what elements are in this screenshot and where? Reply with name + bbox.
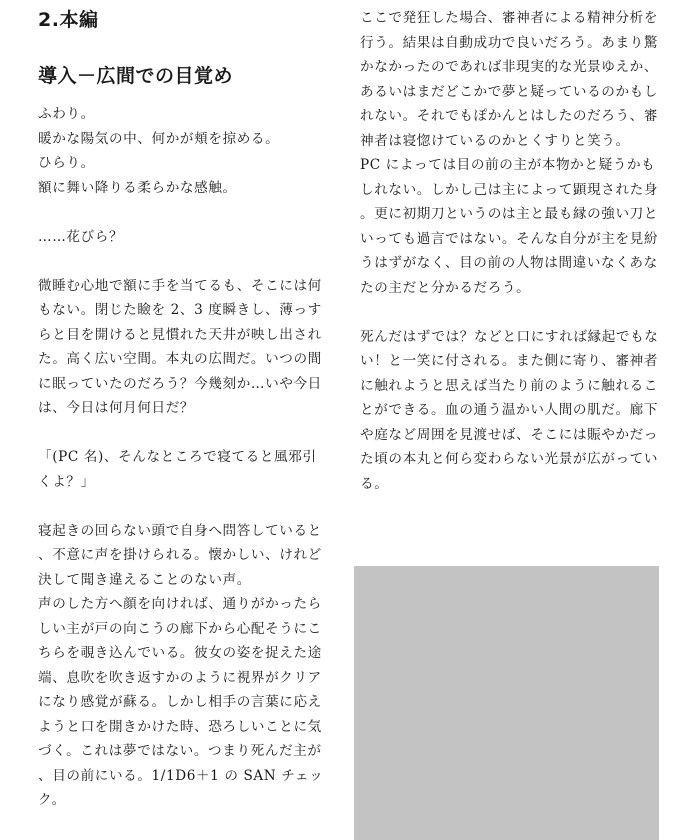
quote-master: 「(PC 名)、そんなところで寝てると風邪引くよ？」 bbox=[38, 449, 317, 490]
right-column bbox=[360, 6, 660, 496]
section-title: 導入－広間での目覚め bbox=[38, 65, 234, 87]
paragraph-pc: PC によっては目の前の主が本物かと疑うかもしれない。しかし己は主によって顕現された身。更に初期刀というのは主と最も縁の強い刀といっても過言ではない。そんな自分が主を見紛うはずがなく、目の前の人物は間違いなくあなたの主だと分かるだろう。 bbox=[360, 157, 659, 296]
line-petal: ……花びら？ bbox=[38, 228, 124, 245]
image-placeholder bbox=[354, 566, 659, 840]
line-warm: 暖かな陽気の中、何かが頬を掠める。 bbox=[38, 130, 280, 147]
paragraph-voice: 寝起きの回らない頭で自身へ問答していると、不意に声を掛けられる。懐かしい、けれど決して聞き違えることのない声。 bbox=[38, 522, 322, 588]
chapter-title: 2.本編 bbox=[38, 9, 99, 31]
paragraph-master: 声のした方へ顔を向ければ、通りがかったらしい主が戸の向こうの廊下から心配そうにこちらを覗き込んでいる。彼女の姿を捉えた途端、息吹を吹き返すかのように視界がクリアになり感覚が蘇る。しかし相手の言葉に応えようと口を開きかけた時、恐ろしいことに気づく。これは夢ではない。つまり死んだ主が、目の前にいる。1/1D6＋1 の SAN チェック。 bbox=[38, 596, 324, 808]
line-hirari: ひらり。 bbox=[38, 155, 95, 171]
paragraph-wake: 微睡む心地で額に手を当てるも、そこには何もない。閉じた瞼を 2、3 度瞬きし、薄っすらと目を開けると見慣れた天井が映し出された。高く広い空間。本丸の広間だ。いつの間に眠っていたのだろう？今幾刻か…いや今日は、今日は何月何日だ？ bbox=[38, 277, 322, 416]
paragraph-insanity: ここで発狂した場合、審神者による精神分析を行う。結果は自動成功で良いだろう。あまり驚かなかったのであれば非現実的な光景ゆえか、あるいはまだどこかで夢と疑っているのかもしれない。それでもぽかんとはしたのだろう、審神者は寝惚けているのかとくすりと笑う。 bbox=[360, 10, 659, 149]
line-fuwari: ふわり。 bbox=[38, 106, 95, 122]
line-forehead: 額に舞い降りる柔らかな感触。 bbox=[38, 179, 237, 196]
paragraph-dead: 死んだはずでは？などと口にすれば縁起でもない！と一笑に付される。また側に寄り、審神者に触れようと思えば当たり前のように触れることができる。血の通う温かい人間の肌だ。廊下や庭など周囲を見渡せば、そこには賑やかだった頃の本丸と何ら変わらない光景が広がっている。 bbox=[360, 328, 659, 492]
left-column bbox=[38, 8, 328, 813]
